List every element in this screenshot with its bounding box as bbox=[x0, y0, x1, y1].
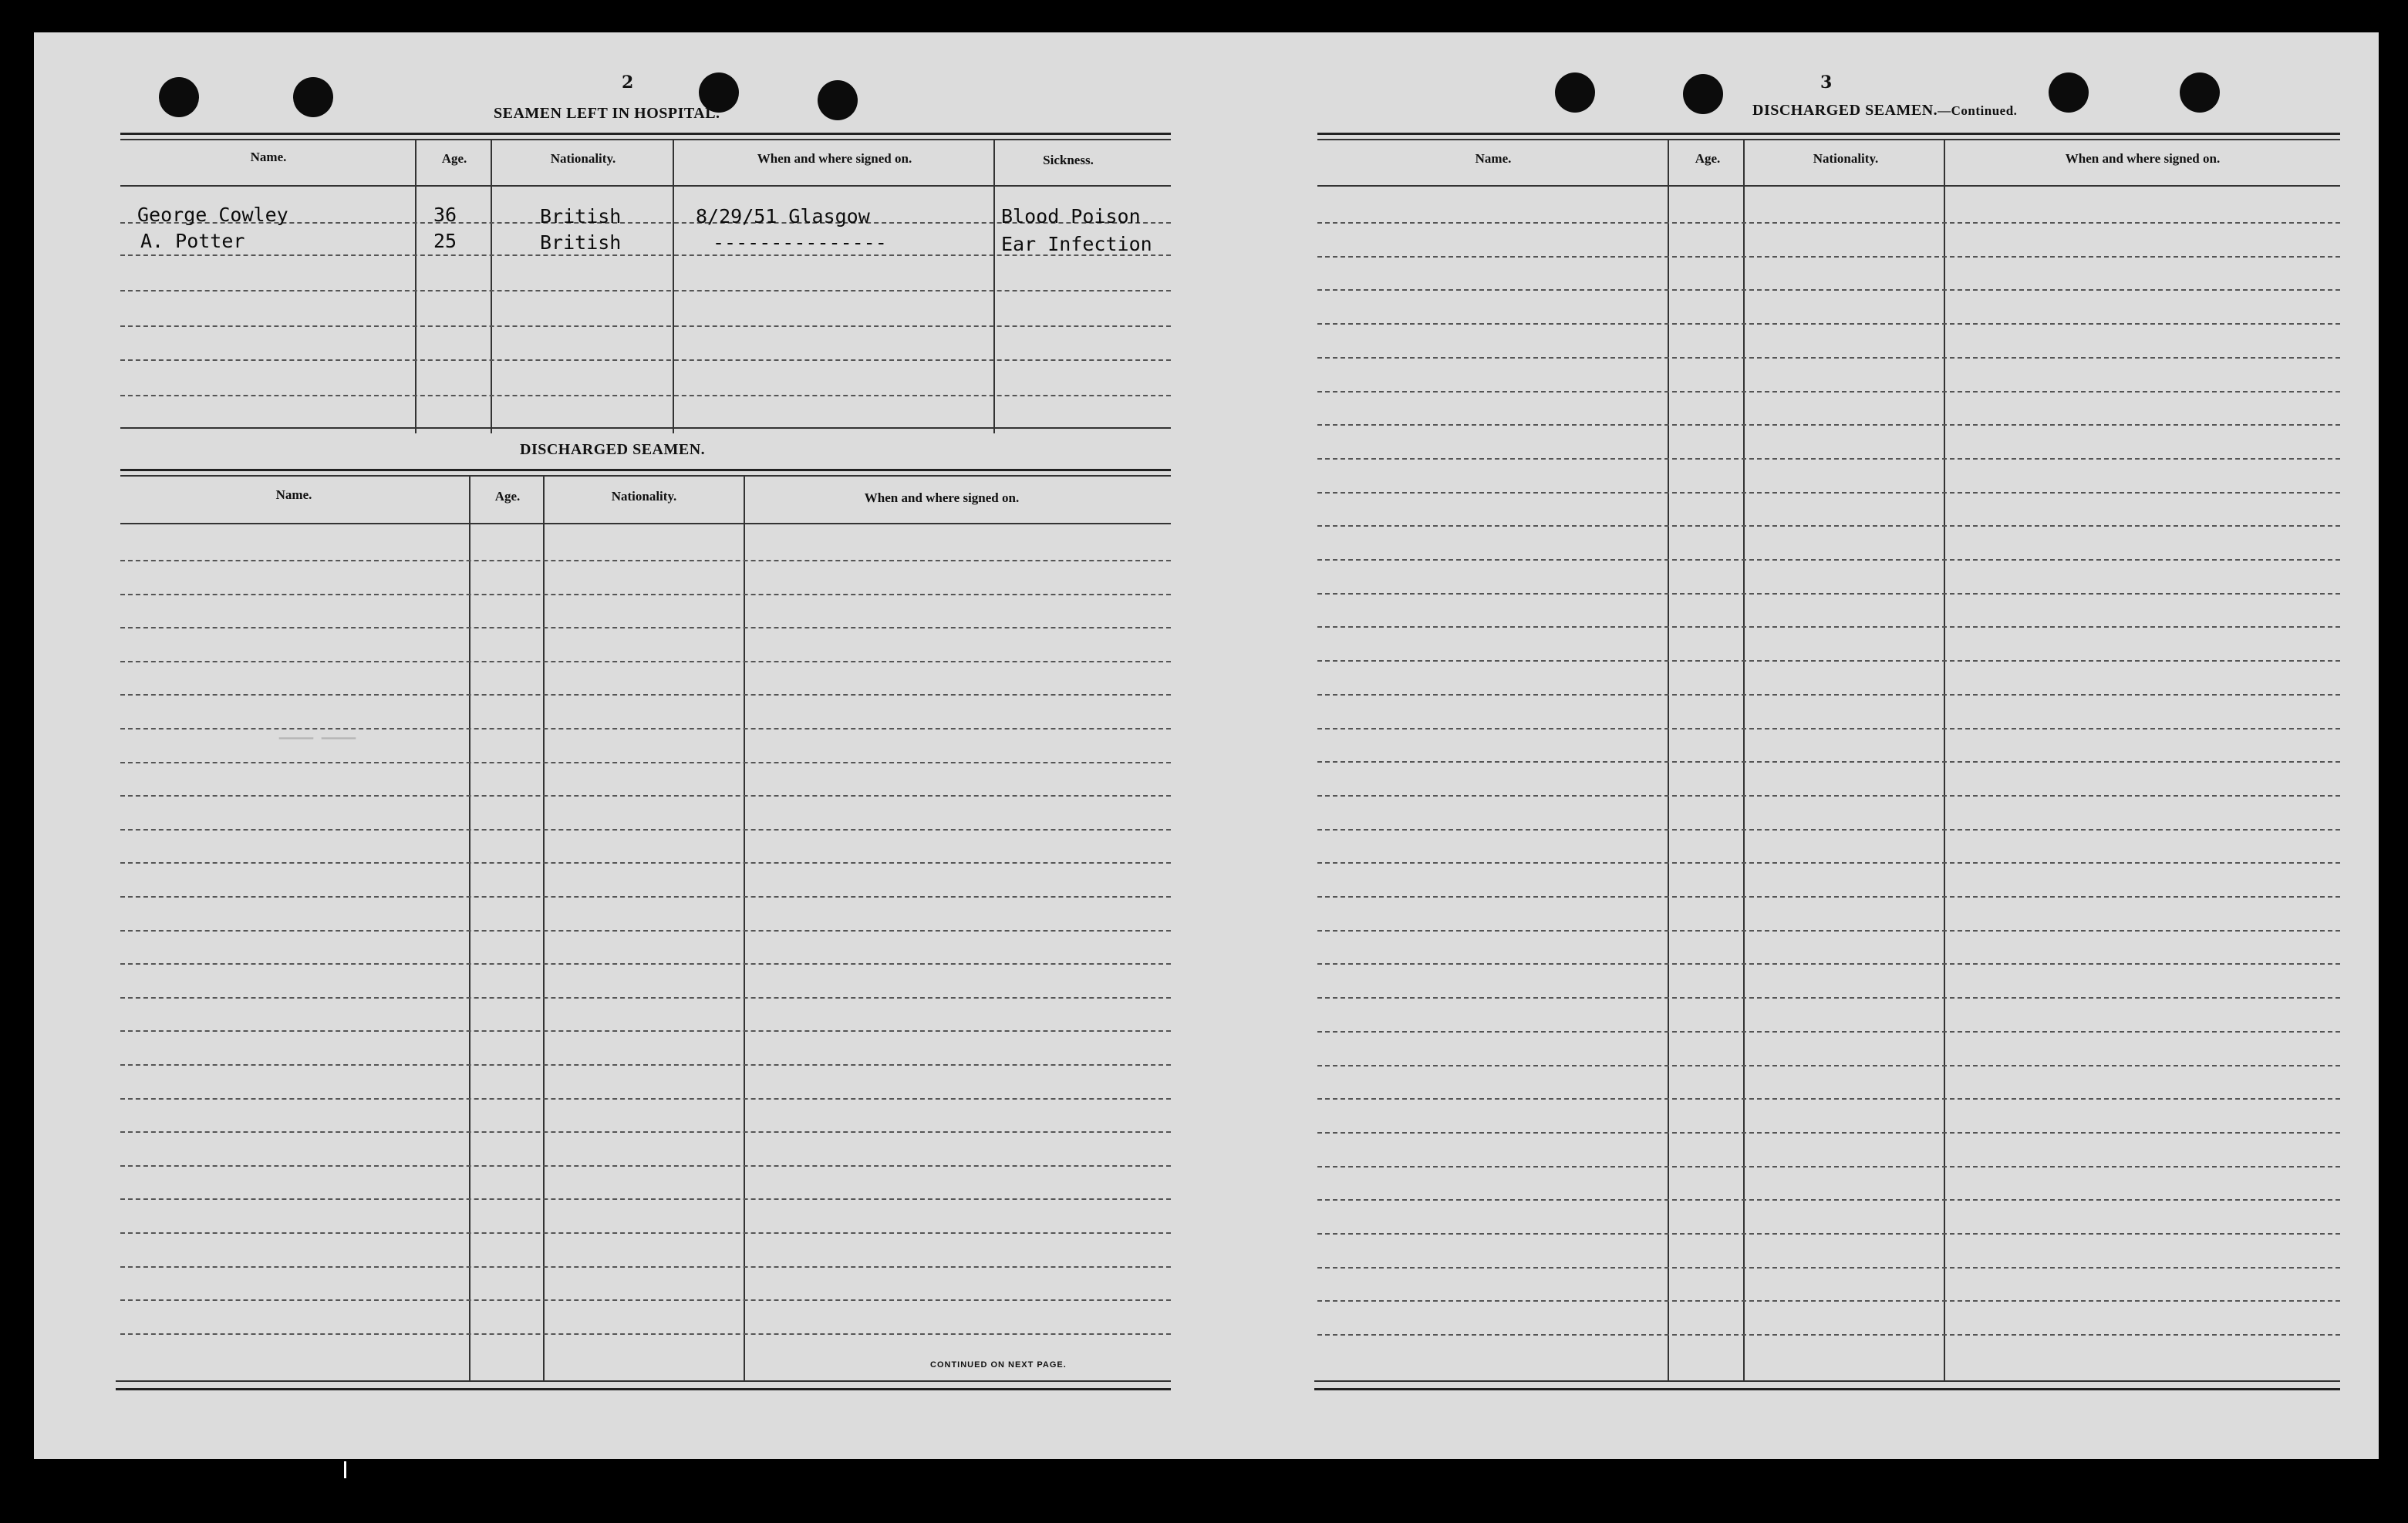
entry-line bbox=[120, 661, 1171, 662]
entry-line bbox=[1317, 626, 2340, 628]
entry-line bbox=[1317, 1065, 2340, 1066]
column-header-nationality: Nationality. bbox=[611, 489, 677, 504]
entry-line bbox=[120, 1232, 1171, 1234]
entry-line bbox=[120, 762, 1171, 763]
entry-line bbox=[120, 829, 1171, 831]
entry-line bbox=[1317, 1334, 2340, 1336]
entry-line bbox=[1317, 660, 2340, 662]
right-page bbox=[1237, 32, 2379, 1459]
entry-line bbox=[1317, 391, 2340, 393]
title-suffix: —Continued. bbox=[1938, 103, 2018, 118]
entry-line bbox=[1317, 1233, 2340, 1235]
entry-line bbox=[1317, 222, 2340, 224]
entry-line bbox=[120, 1131, 1171, 1133]
entry-line bbox=[120, 560, 1171, 561]
column-header-name: Name. bbox=[1475, 151, 1512, 166]
column-header-age: Age. bbox=[1695, 151, 1721, 166]
entry-line bbox=[1317, 795, 2340, 797]
column-header-signed-on: When and where signed on. bbox=[757, 151, 912, 166]
table-bottom-rule bbox=[116, 1380, 1171, 1382]
column-divider bbox=[673, 140, 674, 433]
entry-line bbox=[1317, 930, 2340, 932]
entry-line bbox=[1317, 323, 2340, 325]
column-header-age: Age. bbox=[494, 489, 521, 504]
column-header-age: Age. bbox=[441, 151, 467, 166]
entry-line bbox=[1317, 1166, 2340, 1168]
punch-hole bbox=[2049, 72, 2089, 113]
column-divider bbox=[491, 140, 492, 433]
entry-line bbox=[120, 862, 1171, 864]
entry-line bbox=[1317, 963, 2340, 965]
entry-line bbox=[120, 997, 1171, 999]
punch-hole bbox=[1555, 72, 1595, 113]
entry-line bbox=[120, 594, 1171, 595]
punch-hole bbox=[159, 77, 199, 117]
entry-line bbox=[1317, 1031, 2340, 1033]
entry-line bbox=[1317, 525, 2340, 527]
entry-line bbox=[120, 1333, 1171, 1335]
entry-name: George Cowley bbox=[137, 204, 288, 226]
discharged-section-title: DISCHARGED SEAMEN. bbox=[520, 441, 706, 458]
entry-line bbox=[1317, 997, 2340, 999]
entry-line bbox=[1317, 1132, 2340, 1134]
column-header-signed-on: When and where signed on. bbox=[864, 490, 1020, 505]
entry-line bbox=[120, 1165, 1171, 1167]
entry-line bbox=[1317, 896, 2340, 898]
entry-sickness: Ear Infection bbox=[1001, 233, 1152, 255]
table-top-rule bbox=[1317, 139, 2340, 140]
punch-hole bbox=[293, 77, 333, 117]
column-header-nationality: Nationality. bbox=[550, 151, 616, 166]
header-rule bbox=[1317, 185, 2340, 187]
entry-line bbox=[1317, 559, 2340, 561]
entry-signed-on: --------------- bbox=[713, 231, 887, 254]
table-bottom-rule bbox=[1314, 1380, 2340, 1382]
entry-age: 36 bbox=[433, 204, 457, 226]
punch-hole bbox=[1683, 74, 1723, 114]
entry-line bbox=[1317, 1267, 2340, 1269]
entry-line bbox=[1317, 424, 2340, 426]
continued-note: CONTINUED ON NEXT PAGE. bbox=[930, 1360, 1067, 1370]
entry-line bbox=[1317, 1300, 2340, 1302]
header-rule bbox=[120, 185, 1171, 187]
entry-line bbox=[120, 1030, 1171, 1032]
entry-line bbox=[120, 728, 1171, 729]
table-top-rule bbox=[120, 139, 1171, 140]
table-top-rule bbox=[1317, 133, 2340, 135]
table-top-rule bbox=[120, 475, 1171, 477]
entry-line bbox=[120, 1098, 1171, 1100]
entry-line bbox=[1317, 761, 2340, 763]
entry-line bbox=[120, 359, 1171, 361]
header-rule bbox=[120, 523, 1171, 524]
table-bottom-rule bbox=[1314, 1388, 2340, 1390]
table-top-rule bbox=[120, 469, 1171, 471]
entry-line bbox=[1317, 458, 2340, 460]
column-divider bbox=[1743, 140, 1745, 1380]
margin-tick bbox=[344, 1461, 346, 1478]
entry-line bbox=[120, 963, 1171, 965]
column-header-signed-on: When and where signed on. bbox=[2065, 151, 2221, 166]
column-header-nationality: Nationality. bbox=[1813, 151, 1879, 166]
title-main: DISCHARGED SEAMEN. bbox=[1752, 102, 1938, 119]
column-header-name: Name. bbox=[275, 487, 312, 502]
entry-line bbox=[120, 1198, 1171, 1200]
table-top-rule bbox=[120, 133, 1171, 135]
document-sheet bbox=[34, 32, 2379, 1459]
left-page bbox=[34, 32, 1199, 1459]
entry-line bbox=[120, 1064, 1171, 1066]
table-bottom-rule bbox=[116, 1388, 1171, 1390]
section-rule bbox=[120, 427, 1171, 429]
punch-hole bbox=[818, 80, 858, 120]
entry-line bbox=[1317, 492, 2340, 494]
bleed-through-mark: — — bbox=[279, 716, 356, 754]
page-number: 2 bbox=[622, 72, 634, 93]
column-divider bbox=[415, 140, 417, 433]
entry-line bbox=[120, 795, 1171, 797]
entry-line bbox=[1317, 829, 2340, 831]
column-divider bbox=[993, 140, 995, 433]
column-header-sickness: Sickness. bbox=[1043, 153, 1094, 167]
entry-line bbox=[120, 1266, 1171, 1268]
entry-line bbox=[120, 896, 1171, 898]
column-header-name: Name. bbox=[250, 150, 287, 164]
entry-line bbox=[1317, 256, 2340, 258]
entry-nationality: British bbox=[540, 231, 622, 254]
discharged-continued-title bbox=[1752, 102, 2017, 120]
punch-hole bbox=[2180, 72, 2220, 113]
entry-line bbox=[1317, 1199, 2340, 1201]
entry-line bbox=[1317, 357, 2340, 359]
entry-line bbox=[120, 1299, 1171, 1301]
entry-line bbox=[120, 325, 1171, 327]
entry-nationality: British bbox=[540, 205, 622, 227]
entry-line bbox=[1317, 862, 2340, 864]
entry-line bbox=[1317, 289, 2340, 291]
entry-line bbox=[1317, 728, 2340, 729]
column-divider bbox=[744, 477, 745, 1380]
entry-line bbox=[120, 395, 1171, 396]
column-divider bbox=[543, 477, 545, 1380]
column-divider bbox=[1668, 140, 1669, 1380]
column-divider bbox=[1944, 140, 1945, 1380]
entry-line bbox=[120, 627, 1171, 628]
page-number: 3 bbox=[1820, 72, 1833, 93]
entry-sickness: Blood Poison bbox=[1001, 205, 1141, 227]
entry-line bbox=[120, 290, 1171, 291]
entry-line bbox=[1317, 1098, 2340, 1100]
entry-line bbox=[1317, 694, 2340, 696]
entry-age: 25 bbox=[433, 230, 457, 252]
entry-name: A. Potter bbox=[140, 230, 245, 252]
entry-line bbox=[120, 930, 1171, 932]
entry-line bbox=[120, 694, 1171, 696]
column-divider bbox=[469, 477, 470, 1380]
entry-line bbox=[1317, 593, 2340, 595]
entry-signed-on: 8/29/51 Glasgow bbox=[696, 205, 870, 227]
hospital-section-title: SEAMEN LEFT IN HOSPITAL. bbox=[494, 105, 720, 122]
